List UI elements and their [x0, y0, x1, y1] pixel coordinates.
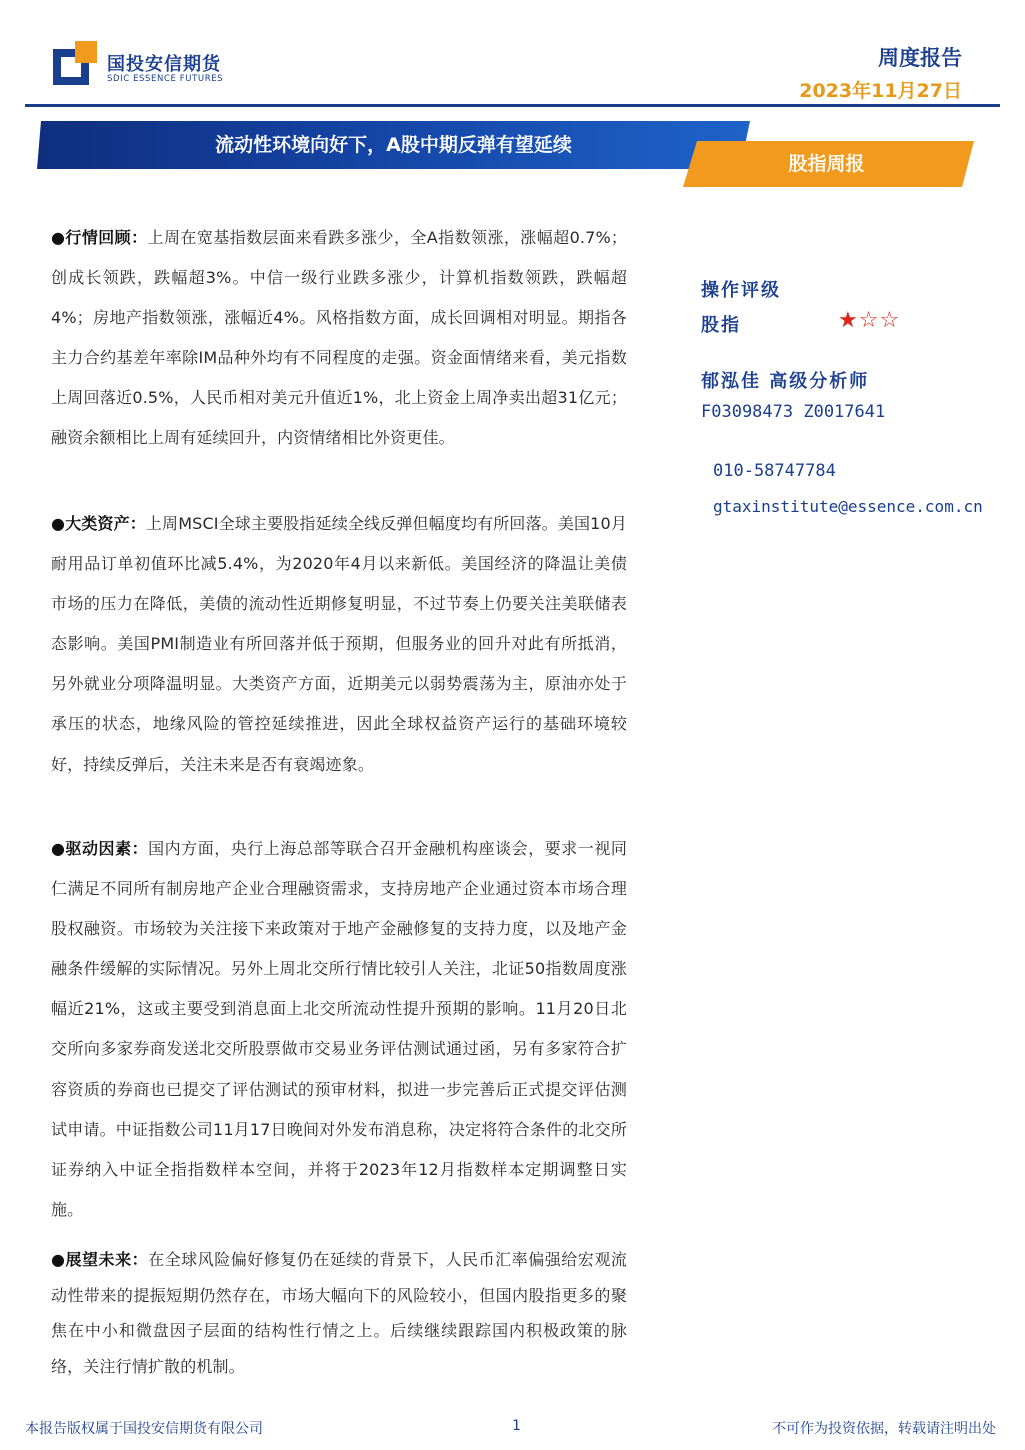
section-asset-classes: [51, 504, 627, 785]
report-category-tag: 股指周报: [788, 153, 865, 175]
section-text: 上周MSCI全球主要股指延续全线反弹但幅度均有所回落。美国10月耐用品订单初值环比减5.4%，为2020年4月以来新低。美国经济的降温让美债市场的压力在降低，美债的流动性近期修复明显，不过节奏上仍要关注美联储表态影响。美国PMI制造业有所回落并低于预期，但服务业的回升对此有所抵消，另外就业分项降温明显。大类资产方面，近期美元以弱势震荡为主，原油亦处于承压的状态，地缘风险的管控延续推进，因此全球权益资产运行的基础环境较好，持续反弹后，关注未来是否有衰竭迹象。: [51, 514, 627, 774]
footer-disclaimer: 不可作为投资依据，转载请注明出处: [772, 1421, 996, 1437]
index-label: 股指: [701, 315, 741, 336]
section-drivers: [51, 829, 627, 1230]
contact-email-link[interactable]: gtaxinstitute@essence.com.cn: [713, 497, 983, 516]
section-label: ●驱动因素：: [51, 839, 149, 858]
section-label: ●展望未来：: [51, 1250, 149, 1269]
report-date: 2023年11月27日: [799, 80, 962, 102]
footer-copyright: 本报告版权属于国投安信期货有限公司: [25, 1421, 263, 1437]
section-label: ●行情回顾：: [51, 228, 148, 247]
contact-phone: 010-58747784: [713, 461, 836, 481]
header-divider: [25, 104, 1000, 107]
analyst-name: 郁泓佳 高级分析师: [701, 371, 870, 392]
rating-label: 操作评级: [701, 280, 781, 301]
section-text: 上周在宽基指数层面来看跌多涨少，全A指数领涨，涨幅超0.7%；创成长领跌，跌幅超3%。中信一级行业跌多涨少，计算机指数领跌，跌幅超4%；房地产指数领涨，涨幅近4%。风格指数方面，成长回调相对明显。期指各主力合约基差年率除IM品种外均有不同程度的走强。资金面情绪来看，美元指数上周回落近0.5%，人民币相对美元升值近1%，北上资金上周净卖出超31亿元；融资余额相比上周有延续回升，内资情绪相比外资更佳。: [51, 228, 627, 448]
section-market-review: [51, 218, 627, 459]
section-text: 在全球风险偏好修复仍在延续的背景下，人民币汇率偏强给宏观流动性带来的提振短期仍然存在，市场大幅向下的风险较小，但国内股指更多的聚焦在中小和微盘因子层面的结构性行情之上。后续继续跟踪国内积极政策的脉络，关注行情扩散的机制。: [51, 1250, 627, 1376]
page-number: 1: [512, 1418, 521, 1434]
rating-stars-icon: ★☆☆: [838, 308, 901, 333]
analyst-cert-number: F03098473 Z0017641: [701, 402, 886, 422]
logo-name-en: SDIC ESSENCE FUTURES: [107, 74, 224, 84]
section-text: 国内方面，央行上海总部等联合召开金融机构座谈会，要求一视同仁满足不同所有制房地产企业合理融资需求，支持房地产企业通过资本市场合理股权融资。市场较为关注接下来政策对于地产金融修复的支持力度，以及地产金融条件缓解的实际情况。另外上周北交所行情比较引人关注，北证50指数周度涨幅近21%，这或主要受到消息面上北交所流动性提升预期的影响。11月20日北交所向多家券商发送北交所股票做市交易业务评估测试通过函，另有多家符合扩容资质的券商也已提交了评估测试的预审材料，拟进一步完善后正式提交评估测试申请。中证指数公司11月17日晚间对外发布消息称，决定将符合条件的北交所证券纳入中证全指指数样本空间，并将于2023年12月指数样本定期调整日实施。: [51, 839, 627, 1219]
logo-name-cn: 国投安信期货: [107, 54, 221, 75]
report-title: 流动性环境向好下，A股中期反弹有望延续: [215, 134, 572, 156]
report-type: 周度报告: [878, 46, 962, 70]
logo-mark-icon: [53, 41, 97, 85]
section-outlook: [51, 1242, 627, 1384]
section-label: ●大类资产：: [51, 514, 146, 533]
